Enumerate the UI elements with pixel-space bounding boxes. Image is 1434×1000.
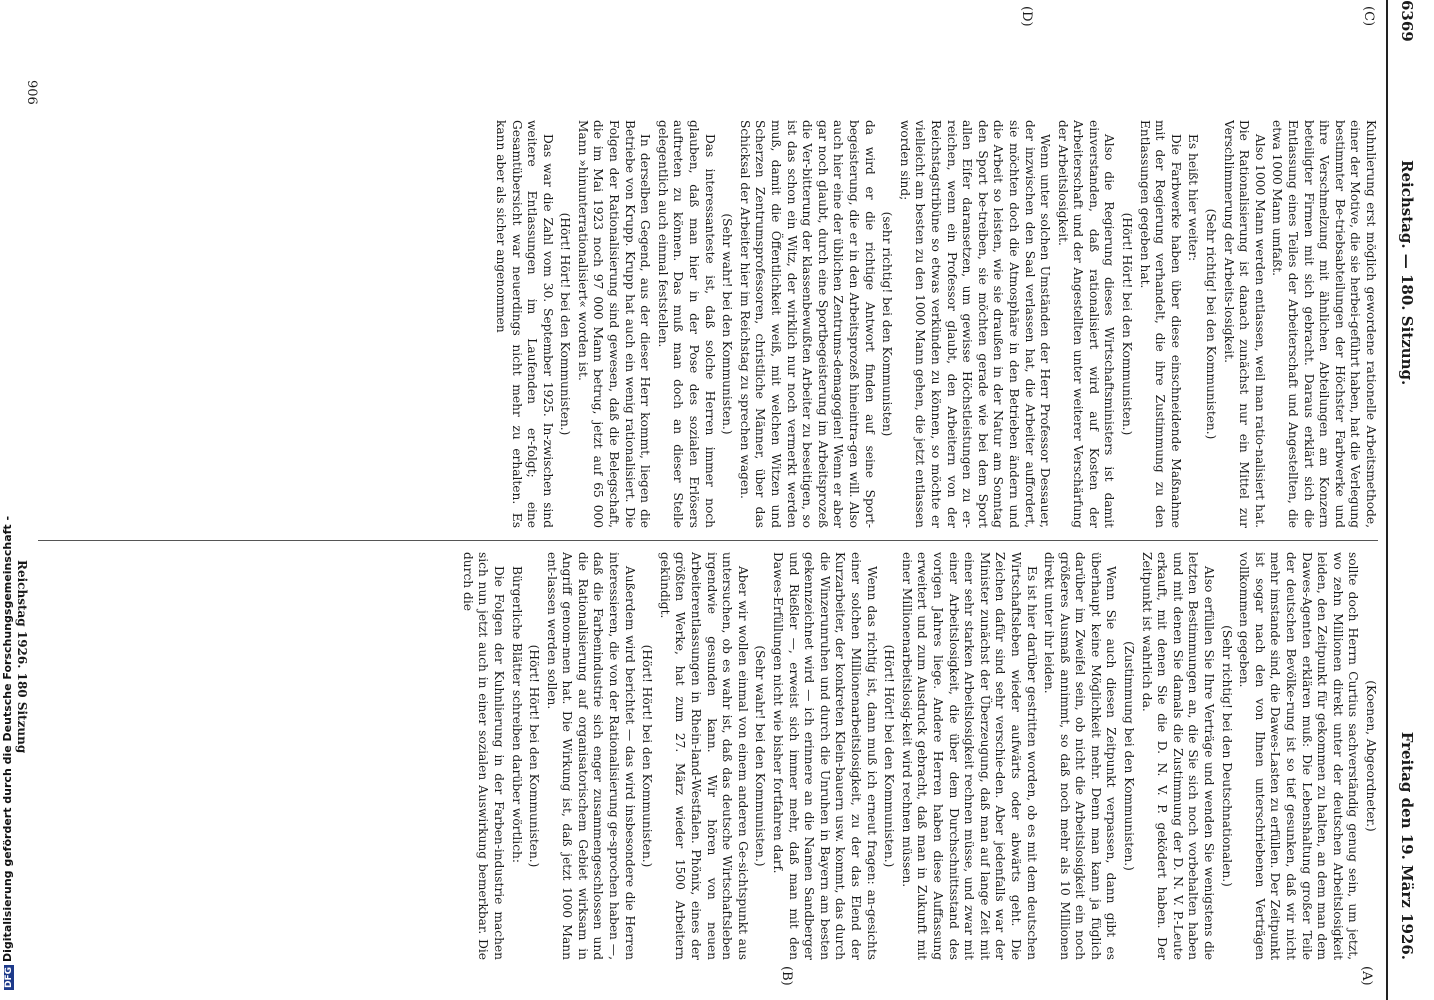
right-column <box>78 552 1378 960</box>
digitization-strip <box>0 0 14 1000</box>
paragraph: Also erfüllen Sie Ihre Verträge und wenden Sie wenigstens die letzten Bestimmungen an, die Sie sich noch vorbehalten haben und mit denen Sie damals die Zustimmung der D. N. V. P.-Leute erkauft, mit denen Sie die D. N. V. P. geködert haben. Der Zeitpunkt ist wahrlich da. <box>1139 552 1217 960</box>
interjection: (Hört! Hört! bei den Kommunisten.) <box>527 644 542 868</box>
paragraph: In derselben Gegend, aus der dieser Herr kommt, liegen die Betriebe von Krupp. Krupp hat auch ein wenig rationalisiert. Die Folgen der Rationalisierung sind gewesen, daß die Belegschaft, die im Mai 1923 noch 97 000 Mann betrug, jetzt auf 65 000 Mann »hinunterrationalisiert« worden ist. <box>575 120 653 528</box>
interjection: (Sehr wahr! bei den Kommunisten.) <box>753 645 768 867</box>
paragraph: Aber wir wollen einmal von einem anderen Ge-sichtspunkt aus untersuchen, ob es wahr ist, daß das deutsche Wirtschaftsleben irgendwie gesunden kann. Wir hören von neuen Arbeiterentlassungen in Rhein-land-Westfalen. Phönix, eines der größten Werke, hat zum 27. März wieder 1500 Arbeitern gekündigt. <box>657 552 750 960</box>
paragraph: Also die Regierung dieses Wirtschaftsministers ist damit einverstanden, daß rationalisiert wird auf Kosten der Arbeiterschaft und der Angestellten unter weiterer Verschärfung der Arbeitslosigkeit. <box>1055 120 1117 528</box>
paragraph: Das war die Zahl vom 30. September 1925. In-zwischen sind weitere Entlassungen im Laufenden er-folgt; eine Gesamtübersicht war neuerdings nicht mehr zu erhalten. Es kann aber als sicher angenommen <box>493 120 555 528</box>
paragraph: Es heißt hier weiter: <box>1186 134 1201 262</box>
dfg-logo: DFG <box>4 966 14 988</box>
page-number: 6369 <box>1398 0 1416 42</box>
bottom-page-number: 906 <box>24 80 39 105</box>
interjection: (Sehr wahr! bei den Kommunisten.) <box>720 213 735 435</box>
paragraph: Also 1000 Mann werden entlassen, weil man ratio-nalisiert hat. Die Rationalisierung ist danach zunächst nur ein Mittel zur Verschlimmerung der Arbeits-losigkeit. <box>1221 120 1267 528</box>
paragraph: Außerdem wird berichtet — das wird insbesondere die Herren interessieren, die von der Rationalisierung ge-sprochen haben —, daß die Farbenindustrie sich enger zusammengeschlossen und die Rationalisierung auf organisatorischem Gebiet wirksam in Angriff genom-men hat. Die Wirkung ist, daß jetzt 1000 Mann ent-lassen werden sollen. <box>544 552 637 960</box>
paragraph: Wenn das richtig ist, dann muß ich erneut fragen: an-gesichts einer solchen Millionenarbeitslosigkeit, zu der das Elend der Kurzarbeiter, der konkreten Klein-bauern usw. kommt, das durch die Winzerunruhen und durch die Unruhen in Bayern am besten gekennzeichnet wird — ich erinnere an die Namen Sandberger und Rießler —, erweist sich immer mehr, daß man mit den Dawes-Erfüllungen nicht wie bisher fortfahren darf. <box>771 552 879 960</box>
paragraph: Bürgerliche Blätter schreiben darüber wörtlich: <box>509 566 524 863</box>
left-column <box>288 120 1378 528</box>
interjection: (Hört! Hört! bei den Kommunisten.) <box>640 644 655 868</box>
footnote: Reichstag 1926. 180 Sitzung <box>15 560 29 754</box>
interjection: (sehr richtig! bei den Kommunisten) <box>880 211 895 437</box>
interjection: (Zustimmung bei den Kommunisten.) <box>1122 641 1137 871</box>
paragraph: da wird er die richtige Antwort finden auf seine Sport-begeisterung, die er in den Arbeitsprozeß hineintra-gen will. Also auch hier eine der üblichen Zentrums-demagogien! Wenn er aber gar noch glaubt, durch eine Sportbegeisterung im Arbeitsprozeß die Ver-bitterung der klassenbewußten Arbeiter zu beseitigen, so ist das schon ein Witz, der wirklich nur noch vermerkt werden muß, damit die Öffentlichkeit weiß, mit welchen Witzen und Scherzen Zentrumsprofessoren, christliche Männer, über das Schicksal der Arbeiter hier im Reichstag zu sprechen wagen. <box>737 120 877 528</box>
interjection: (Sehr richtig! bei den Deutschnationalen.) <box>1219 625 1234 887</box>
session-date: Freitag den 19. März 1926. <box>1398 731 1416 960</box>
paragraph: Wenn Sie auch diesen Zeitpunkt verpassen, dann gibt es überhaupt keine Möglichkeit mehr. Denn man kann ja füglich darüber im Zweifel sein, ob nicht die Arbeitslosigkeit ein noch größeres Ausmaß annimmt, so daß noch mehr als 10 Millionen direkt unter ihr leiden. <box>1042 552 1119 960</box>
paragraph: sollte doch Herrn Curtius sachverständig genug sein, um jetzt, wo zehn Millionen direkt unter der deutschen Arbeitslosigkeit leiden, den Zeitpunkt für gekommen zu halten, an dem man dem Dawes-Agenten erklären muß: Die Lebenshaltung großer Teile der deutschen Bevölke-rung ist so tief gesunken, daß wir nicht mehr imstande sind, die Dawes-Lasten zu erfüllen. Der Zeitpunkt ist sogar nach den von Ihnen unterschriebenen Verträgen vollkommen gegeben. <box>1237 552 1361 960</box>
margin-mark-c: (C) <box>1361 6 1376 27</box>
interjection: (Hört! Hört! bei den Kommunisten.) <box>1120 212 1135 436</box>
quotation: Die Farbwerke haben über diese einschneidende Maßnahme mit der Regierung verhandelt, die ihre Zustimmung zu den Entlassungen gegeben hat. <box>1137 120 1183 528</box>
interjection: (Hört! Hört! bei den Kommunisten.) <box>882 644 897 868</box>
paragraph: Wenn unter solchen Umständen der Herr Professor Dessauer, der inzwischen den Saal verlassen hat, die Arbeiter auffordert, sie möchten doch die Atmosphäre in den Betrieben ändern und die Arbeit so leisten, wie sie draußen in der Natur am Sonntag den Sport be-treiben, sie möchten gerade wie bei dem Sport allen Eifer daransetzen, um gewisse Höchstleistungen zu er-reichen, wenn ein Professor glaubt, den Arbeitern von der Reichstagstribüne so etwas verkünden zu können, so möchte er vielleicht am besten zu den 1000 Mann gehen, die jetzt entlassen worden sind; <box>897 120 1053 528</box>
page-header <box>1376 0 1434 1000</box>
paragraph: Kuhnlierung erst möglich gewordene rationelle Arbeitsmethode, einer der Motive, die sie herbei-geführt haben, hat die Verlegung bestimmter Be-triebsabteilungen der Höchster Farbwerke und ihre Verschmelzung mit ähnlichen Abteilungen am Konzern beteiligter Firmen mit sich gebracht. Daraus erklärt sich die Entlassung eines Teiles der Arbeiterschaft und Angestellten, die etwa 1000 Mann umfaßt. <box>1270 120 1378 528</box>
speaker-name: (Koenen, Abgeordneter.) <box>1364 680 1378 832</box>
column-separator <box>38 540 1378 541</box>
paragraph: Das interessanteste ist, daß solche Herren immer noch glauben, daß man hier in der Pose des sozialen Erlösers auftreten zu können. Das muß man doch an dieser Stelle gelegentlich auch einmal feststellen. <box>655 120 717 528</box>
interjection: (Sehr richtig! bei den Kommunisten.) <box>1204 208 1219 440</box>
quotation: Die Folgen der Kuhnlierung in der Farben-industrie machen sich nun jetzt auch in einer sozialen Auswirkung bemerkbar. Die durch die <box>460 552 506 960</box>
interjection: (Hört! Hört! bei den Kommunisten.) <box>558 212 573 436</box>
digitization-note: Digitalisierung gefördert durch die Deutsche Forschungsgemeinschaft - <box>1 515 14 962</box>
margin-mark-a: (A) <box>1359 966 1374 986</box>
header-rule <box>1386 0 1388 1000</box>
margin-mark-b: (B) <box>779 966 794 986</box>
margin-mark-d: (D) <box>1019 6 1034 27</box>
paragraph: Es ist hier darüber gestritten worden, ob es mit dem deutschen Wirtschaftsleben wieder aufwärts oder abwärts geht. Die Zeichen dafür sind sehr verschie-den. Aber jedenfalls war der Minister zunächst der Überzeugung, daß man auf lange Zeit mit einer sehr starken Arbeitslosigkeit rechnen müsse, und zwar mit einer Arbeitslosigkeit, die über dem Durchschnittsstand des vorigen Jahres liege. Andere Herren haben diese Auffassung erweitert und zum Ausdruck gebracht, daß man in Zukunft mit einer Millionenarbeitslosig-keit wird rechnen müssen. <box>899 552 1039 960</box>
session-title: Reichstag. — 180. Sitzung. <box>1398 160 1416 386</box>
